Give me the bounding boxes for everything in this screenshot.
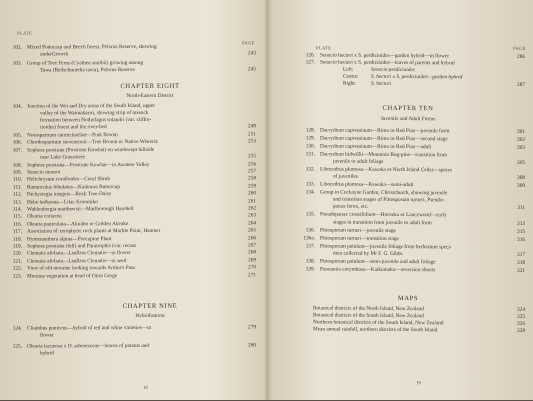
list-item: valley of the Waimakariri, showing strip of tussock (40, 109, 149, 117)
list-item: stages in transition from juvenile to adult form 313 (333, 219, 525, 227)
page-header: PAGE (242, 40, 255, 46)
list-item: 122. View of old moraine looking towards Arthur's Pass 270 (12, 264, 256, 272)
list-item: 113. Hebe hulkeana—Lilac Koromiko 261 (12, 197, 256, 206)
plate-header: PLATE (17, 30, 33, 36)
list-item: 125. Olearia lacunosa x O. arborescens—leaves of parents and 280 (12, 342, 256, 350)
list-item: panax ferox, etc. 311 (333, 203, 525, 212)
page-number: 19 (416, 381, 421, 387)
list-item: 116. Olearia paniculata—Akiraho or Golden Akeake 264 (12, 220, 256, 228)
list-item: formation between Nothofagus solandri (var. cliffor- (40, 116, 152, 124)
list-item: Centre: S. hectori x S. perdicioides—garden hybrid (343, 73, 463, 81)
list-item: Right: S. hectori 287 (343, 80, 525, 88)
list-item: 104. Junction of the Wet and Dry areas of the South Island, upper (12, 102, 156, 110)
list-item: juvenile to adult foliage 305 (333, 158, 525, 166)
list-item: Tawa (Beilschmiedia tawa), Pelorus Reserve 245 (40, 66, 256, 74)
list-item: 110. Helichrysum coralloides—Coral Shrub 258 (12, 175, 256, 184)
list-item: 131. Dacrydium bidwillii—Mountain Bog-pine—transition from (305, 151, 447, 159)
list-item: underGrowth 243 (40, 50, 256, 58)
list-item: 112. Pachystegia insignis—Rock Tree-Daisy 260 (12, 190, 256, 198)
list-item: Mean annual rainfall, northern districts of the South Island 328 (313, 326, 525, 335)
page-header: PAGE (513, 45, 526, 51)
list-item: Botanical districts of the North Island, New Zealand 324 (313, 305, 525, 313)
list-item: men collected by Mr F. G. Gibbs 317 (333, 250, 525, 258)
list-item: 108. Sophora prostrata—Prostrate Kowhai—in Awatere Valley 256 (12, 160, 256, 169)
list-item: 114. Wahlenbergia matthewsii—Marlborough Harebell 262 (12, 205, 256, 213)
chapter-title: CHAPTER TEN (382, 104, 434, 113)
list-item: 120. Clematis afoliata—Leafless Clematis—in flower 268 (12, 249, 256, 258)
list-item: 121. Clematis afoliata—Leafless Clematis—in seed 269 (12, 257, 256, 265)
list-item: Botanical districts of the South Island, New Zealand 325 (313, 312, 525, 320)
list-item: 133. Libocedrus plumosa—Kawaka—semi-adult 309 (305, 181, 525, 190)
list-item: and transition stages of Pittosporum turneri, Pseudo- (333, 196, 445, 204)
list-item: 128. Dacrydium cupressinum—Rimu or Red Pine—juvenile form 301 (305, 127, 525, 135)
page-number: 18 (143, 385, 148, 391)
list-item: 127. Senecio hectori x S. perdicioides—leaves of parents and hybrid (305, 59, 455, 67)
list-item: 124. Clianthus puniceus—hybrid of red and white varieties—in 279 (12, 324, 256, 332)
chapter-subtitle: Hybridisation (135, 312, 165, 319)
list-item: 123. Moraine vegetation at head of Otira Gorge 271 (12, 271, 256, 280)
list-item: 106. Chordospartium stevensonii—Tree Broom or Native Wisteria 253 (12, 138, 256, 147)
list-item: 137. Pittosporum patulum—juvenile foliage from herbarium speci- (305, 242, 452, 250)
chapter-subtitle: Juvenile and Adult Forms (380, 115, 436, 123)
list-item: Left: Senecio perdicioides (343, 66, 415, 74)
list-item: 109. Senecio monroi 257 (12, 168, 256, 176)
list-item: near Lake Grassmere 255 (40, 153, 256, 161)
maps-title: MAPS (397, 294, 419, 303)
list-item: tioides) forest and the river-bed 249 (40, 123, 256, 131)
list-item: Northern botanical districts of the South Island, New Zealand 326 (313, 319, 525, 328)
list-item: 134. Group in Cockayne Garden, Christchurch, showing juvenile (305, 189, 448, 197)
chapter-title: CHAPTER NINE (122, 302, 178, 311)
list-item: hybrid (40, 350, 54, 357)
list-item: 102. Mixed Podocarp and Beech forest, Pelorus Reserve, showing (12, 43, 157, 51)
list-item: 111. Ranunculus lobulatus—Kaikoura Buttercup 259 (13, 183, 256, 191)
list-item: 103. Group of Tree Ferns (Cyathea smithii) growing among (12, 59, 144, 67)
list-item: 136. Pittosporum turneri—juvenile stage 315 (305, 226, 525, 235)
list-item: 130. Dacrydium cupressinum—Rimu or Red Pine—adult 303 (305, 143, 525, 151)
plate-header: PLATE (316, 45, 332, 51)
list-item: 115. Olearia coriacea 263 (12, 212, 256, 221)
list-item: 107. Sophora prostrata (Prostrate Kowhai) on windswept hillside (12, 146, 155, 154)
list-item: flower (40, 332, 54, 339)
list-item: 135. Pseudopanax crassifolium—Horoeka or Lancewood—early (305, 211, 447, 219)
list-item: 126. Senecio hectori x S. perdicioides—garden hybrid—in flower 286 (305, 52, 525, 60)
chapter-title: CHAPTER EIGHT (120, 82, 180, 91)
list-item: 118. Hymenanthera alpina—Porcupine Plant 266 (12, 234, 256, 243)
list-item: 136a. Pittosporum turneri—transition stage 316 (303, 234, 525, 243)
list-item: 132. Libocedrus plumosa—Kawaka or North Island Cedar—sprays (305, 166, 453, 174)
list-item: 119. Sophora prostrata (left) and Paratrophis (var. recent 267 (12, 242, 256, 250)
list-item: 117. Association of xerophytic rock plants at Marble Point, Hanmer 265 (12, 227, 256, 235)
chapter-subtitle: North-Eastern District (126, 92, 174, 100)
list-item: 139. Pennantia corymbosa—Kaikomako—reversion shoots 321 (305, 265, 525, 274)
right-page (268, 0, 533, 401)
list-item: 105. Notospartium carmichaeliae—Pink Broom 251 (12, 131, 256, 139)
list-item: 138. Pittosporum patulum—semi-juvenile and adult foliage 318 (305, 257, 525, 266)
list-item: of juveniles 308 (333, 173, 525, 182)
list-item: 129. Dacrydium cupressinum—Rimu or Red Pine—second stage 302 (305, 135, 525, 143)
